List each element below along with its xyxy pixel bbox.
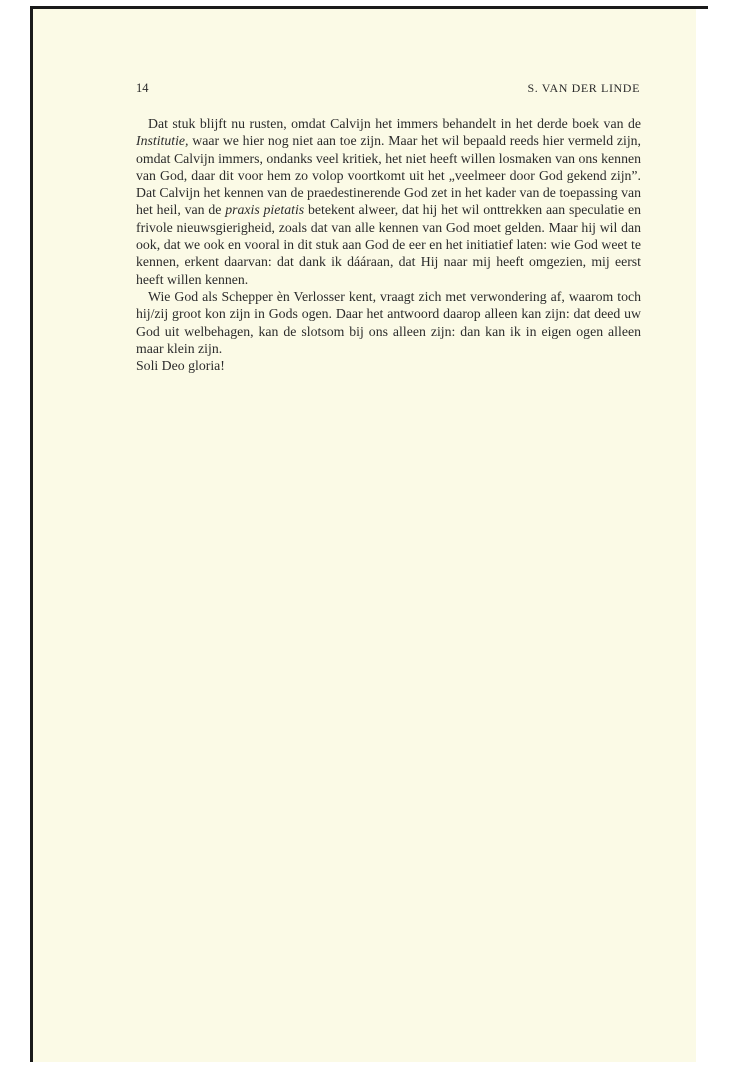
running-head: S. VAN DER LINDE	[527, 81, 640, 95]
italic-praxis-pietatis: praxis pietatis	[225, 202, 305, 218]
paragraph-1	[136, 115, 641, 288]
italic-institutie: Institutie,	[136, 133, 189, 149]
page-number: 14	[136, 81, 149, 95]
body-text	[136, 115, 641, 374]
paragraph-2: Wie God als Schepper èn Verlosser kent, vraagt zich met verwondering af, waarom toch hij/zij groot kon zijn in Gods ogen. Daar het antwoord daarop alleen kan zijn: dat deed uw God uit welbehagen, kan de slotsom bij ons alleen zijn: dan kan ik in eigen ogen alleen maar klein zijn.	[136, 288, 641, 356]
paragraph-1-text-c: betekent alweer, dat hij het wil onttrekken aan speculatie en frivole nieuwsgierigheid, zoals dat van alle kennen van God moet gelden. Maar hij wil dan ook, dat we ook en vooral in dit stuk aan God de eer en het initiatief laten: wie God weet te kennen, erkent daarvan: dat dank ik dááraan, dat Hij naar mij heeft omgezien, mij eerst heeft willen kennen.	[136, 202, 641, 287]
closing-line: Soli Deo gloria!	[136, 358, 225, 374]
paragraph-1-text-a: Dat stuk blijft nu rusten, omdat Calvijn het immers behandelt in het derde boek van de	[148, 116, 641, 131]
paragraph-1-text-b: waar we hier nog niet aan toe zijn. Maar het wil bepaald reeds hier vermeld zijn, omdat Calvijn immers, ondanks veel kritiek, het niet heeft willen losmaken van ons kennen van God, daar dit voor hem zo volop voortkomt uit het „veelmeer door God gekend zijn”. Dat Calvijn het kennen van de praedestinerende God zet in het kader van de toepassing van het heil, van de	[136, 133, 641, 218]
